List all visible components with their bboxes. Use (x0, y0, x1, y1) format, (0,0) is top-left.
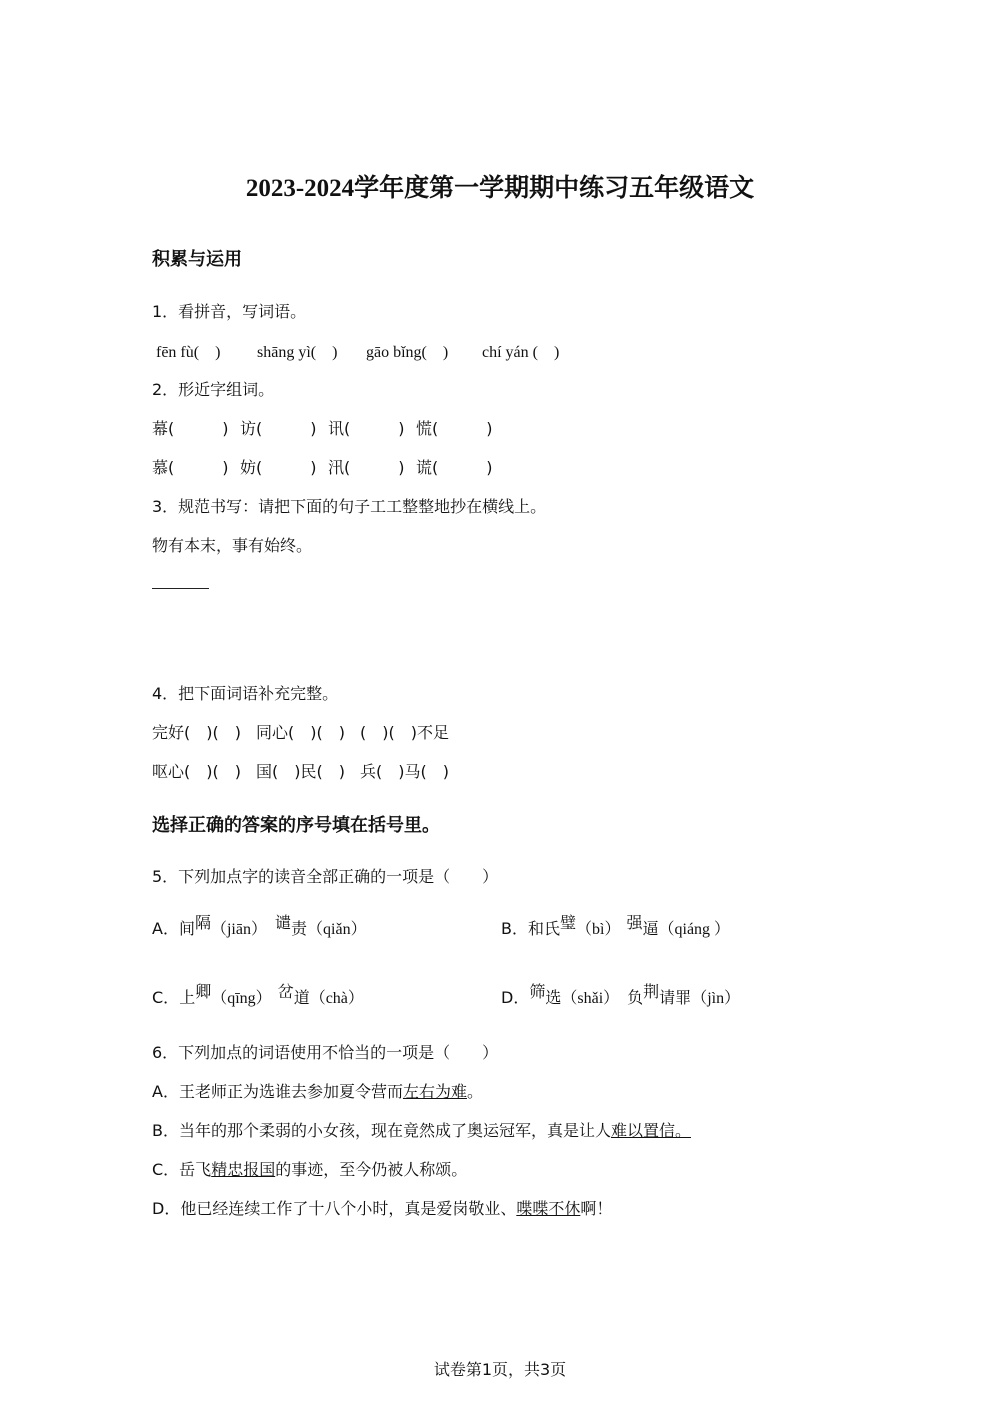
option-text: B．当年的那个柔弱的小女孩，现在竟然成了奥运冠军，真是让人 (152, 1121, 611, 1140)
option-text: 负 (627, 988, 644, 1007)
question-3-stem: 3．规范书写：请把下面的句子工工整整地抄在横线上。 (152, 497, 547, 516)
question-5-stem: 5．下列加点字的读音全部正确的一项是（ ） (152, 867, 499, 886)
underlined-phrase: 左右为难 (402, 1082, 467, 1101)
option-text: 请罪 (659, 988, 692, 1007)
dotted-char: 卿 (195, 982, 212, 1001)
dotted-char: 璧 (560, 913, 577, 932)
pinyin-reading: （jìn） (691, 990, 741, 1007)
underlined-phrase: 难以置信。 (610, 1121, 691, 1140)
option-text: 啊！ (580, 1199, 613, 1218)
idiom-item: 兵( )马( ) (360, 762, 449, 781)
copy-sentence: 物有本末，事有始终。 (152, 536, 313, 555)
dotted-char: 谴 (274, 913, 291, 932)
char-group-item: 汛( ) (328, 458, 405, 477)
option-6b (152, 1118, 691, 1141)
idiom-item: 完好( )( ) (152, 723, 241, 742)
char-group-item: 访( ) (240, 419, 317, 438)
question-1-stem: 1．看拼音，写词语。 (152, 302, 307, 321)
idiom-item: 同心( )( ) (256, 723, 345, 742)
writing-line (152, 588, 209, 589)
option-text: C．岳飞 (152, 1160, 212, 1179)
page-footer: 试卷第1页，共3页 (433, 1360, 567, 1379)
dotted-char: 荆 (643, 982, 660, 1001)
option-text: 。 (466, 1082, 483, 1101)
option-5c (152, 982, 364, 1008)
char-group-item: 妨( ) (240, 458, 317, 477)
pinyin-reading: （shǎi） (561, 990, 620, 1007)
pinyin-reading: （qīng） (211, 990, 272, 1007)
char-group-item: 慌( ) (416, 419, 493, 438)
char-group-item: 幕( ) (152, 419, 229, 438)
dotted-char: 岔 (277, 982, 294, 1001)
option-label: C． (152, 988, 180, 1007)
pinyin-reading: （chà） (309, 990, 364, 1007)
option-text: 的事迹，至今仍被人称颂。 (275, 1160, 468, 1179)
pinyin-reading: （jiān） (210, 921, 267, 938)
option-6d (152, 1196, 612, 1219)
option-label: B． (501, 919, 528, 938)
option-label: A． (152, 919, 179, 938)
pinyin-reading: （qiáng ） (658, 921, 731, 938)
idiom-item: ( )( )不足 (360, 723, 449, 742)
option-text: A．王老师正为选谁去参加夏令营而 (152, 1082, 403, 1101)
char-group-item: 慕( ) (152, 458, 229, 477)
dotted-char: 强 (626, 913, 643, 932)
option-6a (152, 1079, 483, 1102)
option-text: 道 (293, 988, 310, 1007)
option-text: 选 (545, 988, 562, 1007)
option-text: 责 (291, 919, 308, 938)
question-6-stem: 6．下列加点的词语使用不恰当的一项是（ ） (152, 1043, 499, 1062)
pinyin-reading: （qiǎn） (307, 921, 367, 938)
option-text: D．他已经连续工作了十八个小时，真是爱岗敬业、 (152, 1199, 517, 1218)
dotted-char: 隔 (194, 913, 211, 932)
option-5b (501, 913, 731, 939)
idiom-item: 国( )民( ) (256, 762, 345, 781)
section-heading-accumulation: 积累与运用 (152, 249, 242, 270)
option-6c (152, 1157, 467, 1180)
pinyin-item: fēn fù( ) (156, 344, 221, 361)
option-5d (501, 982, 741, 1008)
option-text: 间 (178, 919, 195, 938)
char-group-item: 讯( ) (328, 419, 405, 438)
page-title: 2023-2024学年度第一学期期中练习五年级语文 (245, 175, 755, 202)
pinyin-item: shāng yì( ) (257, 344, 338, 361)
option-text: 逼 (642, 919, 659, 938)
pinyin-item: gāo bǐng( ) (366, 344, 449, 361)
pinyin-reading: （bì） (576, 921, 621, 938)
section-heading-choice: 选择正确的答案的序号填在括号里。 (152, 815, 440, 836)
dotted-char: 筛 (529, 982, 546, 1001)
question-2-stem: 2．形近字组词。 (152, 380, 275, 399)
option-5a (152, 913, 367, 939)
pinyin-item: chí yán ( ) (482, 344, 560, 361)
option-text: 和氏 (527, 919, 560, 938)
char-group-item: 谎( ) (416, 458, 493, 477)
underlined-phrase: 喋喋不休 (516, 1199, 581, 1218)
option-text: 上 (179, 988, 196, 1007)
idiom-item: 呕心( )( ) (152, 762, 241, 781)
underlined-phrase: 精忠报国 (211, 1160, 276, 1179)
option-label: D． (501, 988, 530, 1007)
question-4-stem: 4．把下面词语补充完整。 (152, 684, 339, 703)
